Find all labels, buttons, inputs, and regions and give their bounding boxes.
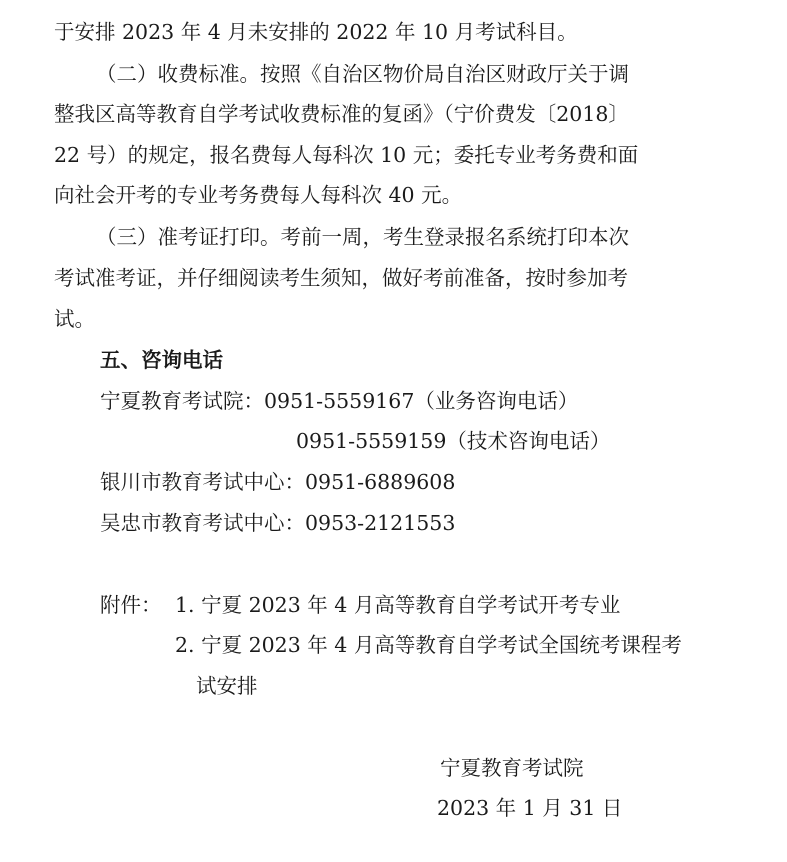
attachment-item: 2. 宁夏 2023 年 4 月高等教育自学考试全国统考课程考 [175,633,682,657]
fee-paragraph-line: 向社会开考的专业考务费每人每科次 40 元。 [54,183,463,207]
admission-paragraph-line: 考试准考证，并仔细阅读考生须知，做好考前准备，按时参加考 [54,266,628,290]
phone-line: 0951-5559159（技术咨询电话） [296,429,611,453]
phone-line: 银川市教育考试中心：0951-6889608 [100,470,456,494]
signature-org: 宁夏教育考试院 [440,756,584,780]
section-heading: 五、咨询电话 [100,348,223,372]
attachment-item: 1. 宁夏 2023 年 4 月高等教育自学考试开考专业 [175,593,621,617]
phone-line: 吴忠市教育考试中心：0953-2121553 [100,511,456,535]
attachment-item-continuation: 试安排 [196,674,258,698]
signature-date: 2023 年 1 月 31 日 [437,796,623,820]
fee-paragraph-line: 22 号）的规定，报名费每人每科次 10 元；委托专业考务费和面 [54,143,639,167]
phone-line: 宁夏教育考试院：0951-5559167（业务咨询电话） [100,389,579,413]
attachments-label: 附件： [100,593,162,617]
admission-paragraph-line: 试。 [54,307,95,331]
fee-paragraph-line: 整我区高等教育自学考试收费标准的复函》（宁价费发〔2018〕 [54,102,629,126]
admission-paragraph-line: （三）准考证打印。考前一周，考生登录报名系统打印本次 [96,225,629,249]
paragraph-line: 于安排 2023 年 4 月未安排的 2022 年 10 月考试科目。 [54,20,578,44]
fee-paragraph-line: （二）收费标准。按照《自治区物价局自治区财政厅关于调 [96,62,629,86]
